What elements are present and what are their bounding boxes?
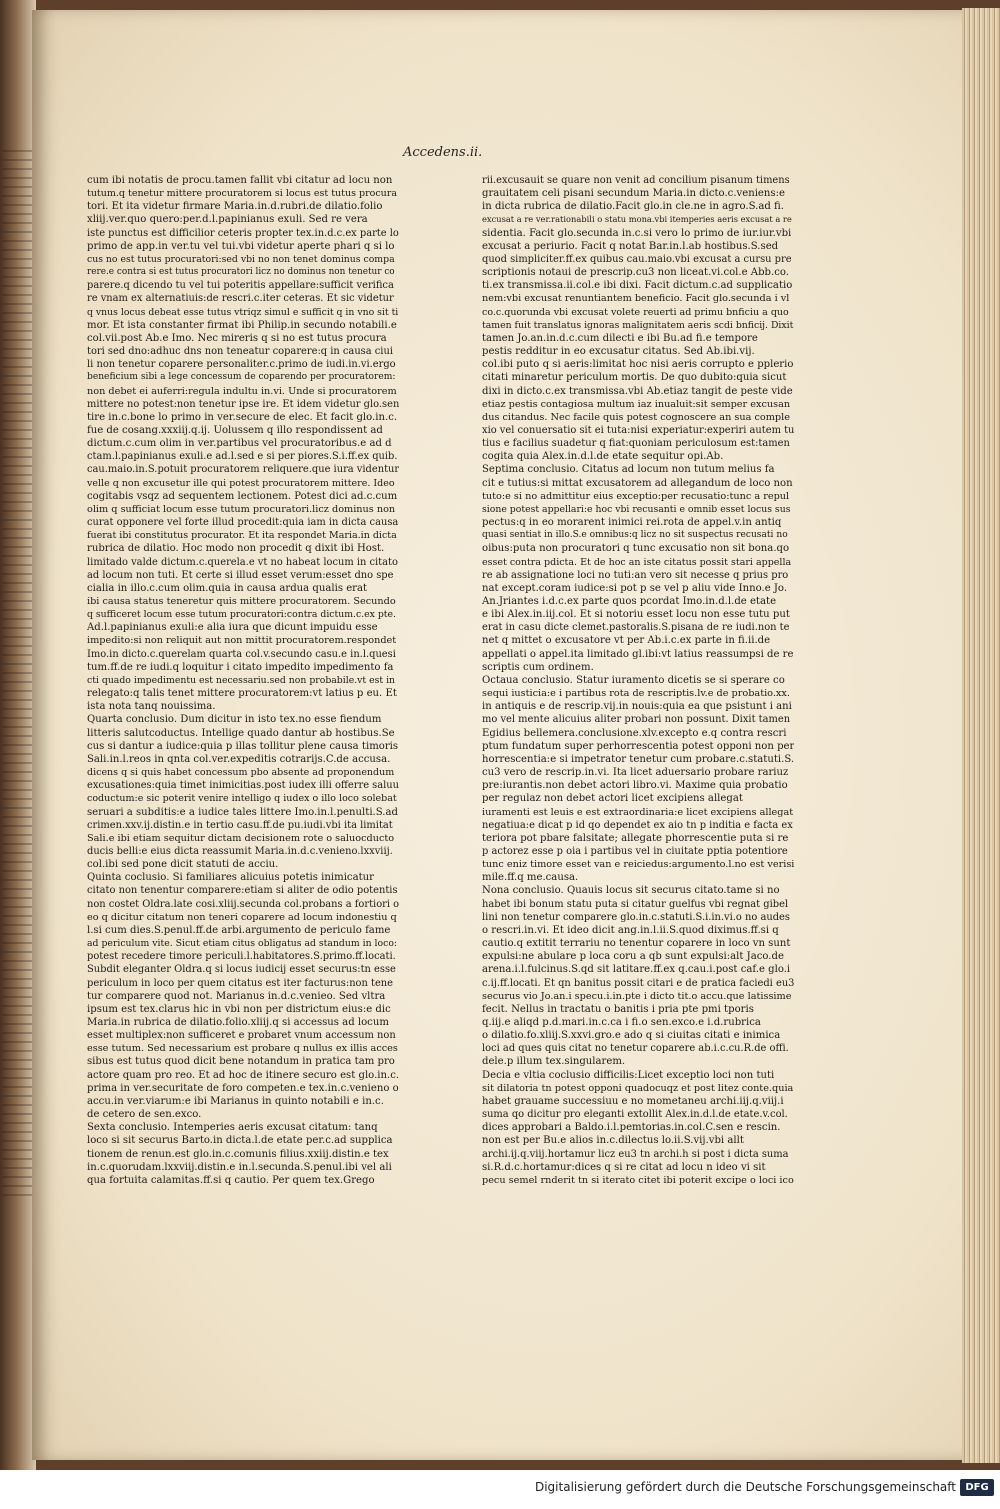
text-line: in dicta rubrica de dilatio.Facit glo.in cle.ne in agro.S.ad fi. [482,201,784,213]
text-line: erat in casu dicte clemet.pastoralis.S.pisana de re iudi.non te [482,622,790,634]
text-line: pecu semel rnderit tn si iterato citet ibi poterit excipe o loci ico [482,1174,794,1186]
text-line: li non tenetur coparere personaliter.c.primo de iudi.in.vi.ergo [87,359,396,371]
text-line: excusat a periurio. Facit q notat Bar.in.l.ab hostibus.S.sed [482,240,779,252]
text-line: sione potest appellari:e hoc vbi recusanti e omnib esset locus sus [482,503,791,515]
text-line: iste punctus est difficilior ceteris propter tex.in.d.c.ex parte lo [87,227,399,239]
text-line: habet ibi bonum statu puta si citatur guelfus vbi regnat gibel [482,898,789,910]
text-line: dele.p illum tex.singularem. [482,1056,626,1068]
text-line: Sali.e ibi etiam sequitur dictam decisionem rote o saluocducto [87,832,395,844]
text-line: non est per Bu.e alios in.c.dilectus lo.ii.S.vij.vbi allt [482,1135,744,1147]
text-line: sit dilatoria tn potest opponi quadocuqz et post litez conte.quia [482,1082,794,1094]
text-line: in antiquis e de rescrip.vij.in nouis:quia ea que psistunt i ani [482,701,792,713]
text-line: Quinta coclusio. Si familiares alicuius potetis inimicatur [87,872,374,884]
text-line: xio vel conuersatio sit ei tuta:nisi experiatur:experiri autem tu [482,424,794,436]
text-line: accu.in ver.viarum:e ibi Marianus in quinto notabili e in.c. [87,1095,384,1107]
text-line: tius e facilius suadetur q fiat:quoniam periculosum est:tamen [482,438,790,450]
text-line: p actorez esse p oia i partibus vel in ciuitate pptia potentiore [482,845,788,857]
text-line: relegato:q talis tenet mittere procuratorem:vt latius p eu. Et [87,688,397,700]
text-column-left [87,174,399,1187]
text-line: arena.i.l.fulcinus.S.qd sit latitare.ff.ex q.cau.i.post caf.e glo.i [482,964,791,976]
text-line: dicens q si quis habet concessum pbo absente ad proponendum [87,767,395,779]
text-line: quasi sentiat in illo.S.e omnibus:q licz no sit suspectus recusati no [482,530,788,541]
text-line: fue de cosang.xxxiij.q.ij. Uolussem q illo respondissent ad [87,424,383,436]
text-line: tamen Jo.an.in.d.c.cum dilecti e ibi Bu.ad fi.e tempore [482,332,758,344]
text-line: velle q non excusetur ille qui potest procuratorem mittere. Ideo [87,477,395,489]
text-line: Octaua conclusio. Statur iuramento dicetis se si sperare co [482,674,785,686]
text-line: per regulaz non debet actori licet excipiens allegat [482,793,743,805]
text-line: l.si cum dies.S.penul.ff.de arbi.argumento de periculo fame [87,924,391,936]
text-line: rere.e contra si est tutus procuratori licz no dominus non tenetur co [87,267,395,278]
text-line: eo q dicitur citatum non teneri coparere ad locum indonestiu q [87,911,397,923]
text-column-right [482,174,794,1187]
text-line: oibus:puta non procuratori q tunc excusatio non sit bona.qo [482,543,790,555]
facing-page-edge [0,0,36,1470]
text-line: ipsum est tex.clarus hic in vbi non per districtum eius:e dic [87,1003,391,1015]
text-line: cit e tutius:si mittat excusatorem ad allegandum de loco non [482,477,793,489]
text-line: ista nota tanq nouissima. [87,701,216,713]
text-line: e ibi Alex.in.iij.col. Et si notoriu esset locu non esse tutu put [482,609,790,621]
text-line: col.vii.post Ab.e Imo. Nec mireris q si no est tutus procura [87,332,387,344]
text-line: xliij.ver.quo quero:per.d.l.papinianus exuli. Sed re vera [87,214,368,226]
text-line: periculum in loco per quem citatus est iter facturus:non tene [87,977,394,989]
text-line: rii.excusauit se quare non venit ad concilium pisanum timens [482,175,790,186]
text-line: esset multiplex:non sufficeret e probaret vnum accessum non [87,1030,396,1042]
text-line: si.R.d.c.hortamur:dices q si re citat ad locu n ideo vi sit [482,1161,766,1173]
text-line: Imo.in dicto.c.querelam quarta col.v.secundo casu.e in.l.quesi [87,648,396,660]
text-line: etiaz pestis contagiosa multum iaz inualuit:sit semper excusan [482,398,791,410]
text-line: esse tutum. Sed necessarium est probare q nullus ex illis acces [87,1043,398,1055]
text-line: suma qo dicitur pro eleganti extollit Alex.in.d.l.de etate.v.col. [482,1109,788,1121]
text-line: cu3 vero de rescrip.in.vi. Ita licet aduersario probare rariuz [482,767,789,779]
text-line: ti.ex transmissa.ii.col.e ibi dixi. Facit dictum.c.ad supplicatio [482,280,793,292]
text-line: mittere no potest:non tenetur ipse ire. Et idem videtur glo.sen [87,398,399,410]
funding-credit: Digitalisierung gefördert durch die Deutsche Forschungsgemeinschaft [534,1480,956,1494]
text-line: c.ij.ff.locati. Et qn banitus possit citari e de pratica faciedi eu3 [482,977,794,989]
text-line: ibi causa status teneretur quis mittere procuratorem. Secundo [87,596,396,607]
text-line: actore quam pro reo. Et ad hoc de itinere securo est glo.in.c. [87,1069,399,1081]
text-line: dictum.c.cum olim in ver.partibus vel procuratoribus.e ad d [87,438,392,450]
text-line: teriora pot pbare falsitate; allegate phorrescentie puta si re [482,832,789,844]
text-line: tire in.c.bone lo primo in ver.secure de elec. Et facit glo.in.c. [87,411,398,423]
text-line: tori sed dno:adhuc dns non teneatur coparere:q in causa ciui [87,346,393,358]
text-line: mile.ff.q me.causa. [482,872,579,884]
text-line: cialia in illo.c.cum olim.quia in causa ardua qualis erat [87,582,368,594]
dfg-logo: DFG [960,1479,994,1496]
text-line: Nona conclusio. Quauis locus sit securus citato.tame si no [482,885,780,897]
text-line: cogitabis vsqz ad sequentem lectionem. Potest dici ad.c.cum [87,490,398,502]
text-line: in.c.quorudam.lxxviij.distin.e in.l.secunda.S.penul.ibi vel ali [87,1161,392,1173]
text-line: sequi iusticia:e i partibus rota de rescriptis.lv.e de probatio.xx. [482,688,790,700]
text-line: cogita quia Alex.in.d.l.de etate sequitur opi.Ab. [482,451,724,463]
text-line: parere.q dicendo tu vel tui poteritis appellare:sufficit verifica [87,280,394,292]
text-line: net q mittet o excusatore vt per Ab.i.c.ex parte in fi.ii.de [482,635,771,647]
text-line: o dilatio.fo.xliij.S.xxvi.gro.e ado q si ciuitas citati e inimica [482,1030,781,1042]
text-line: coductum:e sic poterit venire intelligo q iudex o illo loco solebat [87,793,397,805]
text-line: ducis belli:e eius dicta reassumit Maria.in.d.c.venieno.lxxviij. [87,845,393,857]
text-line: dus citandus. Nec facile quis potest cognoscere an sua comple [482,411,790,423]
text-line: cti quado impedimentu est necessariu.sed non probabile.vt est in [87,674,396,686]
text-line: Septima conclusio. Citatus ad locum non tutum melius fa [482,464,775,476]
text-line: ctam.l.papinianus exuli.e ad.l.sed e si per piores.S.i.ff.ex quib. [87,451,398,463]
text-line: cau.maio.in.S.potuit procuratorem reliquere.que iura videntur [87,464,399,476]
text-line: primo de app.in ver.tu vel tui.vbi videtur aperte phari q si lo [87,240,395,252]
text-line: impedito:si non reliquit aut non mittit procuratorem.respondet [87,635,397,647]
text-line: loco si sit securus Barto.in dicta.l.de etate per.c.ad supplica [87,1135,393,1147]
text-line: esset contra pdicta. Et de hoc an iste citatus possit stari appella [482,556,792,568]
text-line: tum.ff.de re iudi.q loquitur i citato impedito impedimento fa [87,661,394,673]
text-line: Sexta conclusio. Intemperies aeris excusat citatum: tanq [87,1122,378,1134]
text-line: expulsi:ne abulare p loca coru a qb sunt expulsi:alt Jaco.de [482,951,784,963]
text-line: qua fortuita calamitas.ff.si q cautio. Per quem tex.Grego [87,1174,375,1186]
text-line: cus no est tutus procuratori:sed vbi no non tenet dominus compa [87,253,395,265]
text-line: cautio.q extitit terrariu no tenentur coparere in loco vn sunt [482,938,791,950]
text-line: q.iij.e aliqd p.d.mari.in.c.ca i fi.o sen.exco.e i.d.rubrica [482,1017,761,1028]
text-line: loci ad ques quis citat no tenetur coparere ab.i.c.cu.R.de offi. [482,1043,789,1055]
page-stack-edge [962,8,1000,1463]
text-line: o rescri.in.vi. Et ideo dicit ang.in.l.ii.S.quod diximus.ff.si q [482,924,779,936]
text-line: tur comparere quod not. Marianus in.d.c.venieo. Sed vltra [87,990,386,1002]
text-line: fuerat ibi constitutus procurator. Et ita respondet Maria.in dicta [87,530,397,542]
text-line: tutum.q tenetur mittere procuratorem si locus est tutus procura [87,188,397,200]
text-line: mor. Et ista constanter firmat ibi Philip.in secundo notabili.e [87,319,397,331]
text-line: Quarta conclusio. Dum dicitur in isto tex.no esse fiendum [87,714,382,726]
text-line: prima in ver.securitate de foro competen.e tex.in.c.venieno o [87,1082,399,1094]
text-line: excusat a re ver.rationabili o statu mona.vbi itemperies aeris excusat a re [482,214,792,225]
text-line: crimen.xxv.ij.distin.e in tertio casu.ff.de pu.iudi.vbi ita limitat [87,819,393,831]
text-line: q sufficeret locum esse tutum procuratori:contra dictum.c.ex pte. [87,609,397,621]
text-line: non debet ei auferri:regula indultu in.vi. Unde si procuratorem [87,385,397,397]
text-line: de cetero de sen.exco. [87,1109,202,1121]
text-line: Decia e vltia coclusio difficilis:Licet exceptio loci non tuti [482,1069,775,1081]
text-line: non costet Oldra.late cosi.xliij.secunda col.probans a fortiori o [87,898,399,910]
text-line: tunc eniz timore esset van e reiciedus:argumento.l.no est verisi [482,859,794,871]
text-line: tamen fuit translatus ignoras malignitatem aeris scdi bnficij. Dixit [482,319,794,331]
text-line: pre:iurantis.non debet actori libro.vi. Maxime quia probatio [482,780,788,792]
text-line: potest recedere timore periculi.l.habitatores.S.primo.ff.locati. [87,951,396,963]
text-line: archi.ij.q.viij.hortamur licz eu3 tn archi.h si post i dicta suma [482,1148,789,1160]
text-line: appellati o appel.ita limitado gl.ibi:vt latius reassumpsi de re [482,648,794,660]
text-line: sidentia. Facit glo.secunda in.c.si vero lo primo de iur.iur.vbi [482,227,792,239]
text-line: tori. Et ita videtur firmare Maria.in.d.rubri.de dilatio.folio [87,201,383,213]
text-line: col.ibi sed pone dicit statuti de acciu. [87,859,279,871]
text-line: securus vio Jo.an.i specu.i.in.pte i dicto tit.o accu.que latissime [482,990,792,1002]
text-line: scriptis cum ordinem. [482,661,594,673]
footer-bar [0,1470,1000,1509]
text-line: grauitatem celi pisani secundum Maria.in dicto.c.veniens:e [482,188,785,200]
text-line: citati minaretur periculum mortis. De quo dubito:quia sicut [482,372,787,384]
text-line: Subdit eleganter Oldra.q si locus iudicij esset securus:tn esse [87,964,396,976]
text-line: iuramenti est leuis e est extraordinaria:e licet excipiens allegat [482,806,794,818]
text-line: citato non tenentur comparere:etiam si aliter de odio potentis [87,885,398,897]
text-line: An.Jriantes i.d.c.ex parte quos pcordat Imo.in.d.l.de etate [482,596,777,607]
text-line: nem:vbi excusat renuntiantem beneficio. Facit glo.secunda i vl [482,293,790,305]
text-line: scriptionis notaui de prescrip.cu3 non liceat.vi.col.e Abb.co. [482,267,789,279]
text-line: curat opponere vel forte illud procedit:quia iam in dicta causa [87,517,399,529]
text-line: Ad.l.papinianus exuli:e alia iura que dicunt impuidu esse [87,622,378,634]
text-line: Maria.in rubrica de dilatio.folio.xliij.q si accessus ad locum [87,1017,389,1028]
text-line: re vnam ex alternatiuis:de rescri.c.iter ceteras. Et sic videtur [87,293,394,305]
text-line: dixi in dicto.c.ex transmissa.vbi Ab.etiaz tangit de peste vide [482,385,793,397]
facing-page-text [2,150,32,1200]
text-line: pectus:q in eo morarent inimici rei.rota de appel.v.in antiq [482,517,782,529]
text-line: co.c.quorunda vbi excusat volete reuerti ad primu bnficiu a quo [482,306,789,318]
text-line: beneficium sibi a lege concessum de coparendo per procuratorem: [87,372,396,383]
text-line: horrescentia:e si impetrator tenetur cum probare.c.statuti.S. [482,753,794,765]
text-line: habet grauame successiuu e no mometaneu archi.iij.q.viij.i [482,1095,784,1107]
text-line: Egidius bellemera.conclusione.xlv.excepto e.q contra rescri [482,727,787,739]
text-line: lini non tenetur comparere glo.in.c.statuti.S.i.in.vi.o no audes [482,911,790,923]
text-line: fecit. Nellus in tractatu o banitis i pria pte pmi tporis [482,1003,754,1015]
text-line: cus si dantur a iudice:quia p illas tollitur plene causa timoris [87,740,399,752]
text-line: rubrica de dilatio. Hoc modo non procedit q dixit ibi Host. [87,543,385,555]
text-line: re ab assignatione loci no tuti:an vero sit necesse q prius pro [482,569,789,581]
text-line: tionem de renun.est glo.in.c.comunis filius.xxiij.distin.e tex [87,1148,389,1160]
text-line: negatiua:e dicat p id qo dependet ex aio tn p inditia e facta ex [482,819,793,831]
text-line: tuto:e si no admittitur eius exceptio:per recusatio:tunc a repul [482,490,790,502]
text-line: litteris salutcoductus. Intellige quado dantur ab hostibus.Se [87,727,395,739]
text-line: q vnus locus debeat esse tutus vtriqz simul e sufficit q in vno sit ti [87,306,399,318]
text-line: ad periculum vite. Sicut etiam citus obligatus ad standum in loco: [87,938,398,950]
text-line: limitado valde dictum.c.querela.e vt no habeat locum in citato [87,556,398,568]
running-header: Accedens.ii. [403,145,483,160]
text-line: nat except.coram iudice:si pot p se vel p aliu vide Inno.e Jo. [482,582,788,594]
text-line: cum ibi notatis de procu.tamen fallit vbi citatur ad locu non [87,175,393,186]
text-line: excusationes:quia timet inimicitias.post iudex illi offerre saluu [87,780,399,792]
text-line: olim q sufficiat locum esse tutum procuratori.licz dominus non [87,503,396,515]
text-line: sibus est tutus quod dicit bene notandum in pratica tam pro [87,1056,395,1068]
text-line: ad locum non tuti. Et certe si illud esset verum:esset dno spe [87,569,394,581]
text-line: pestis redditur in eo excusatur citatus. Sed Ab.ibi.vij. [482,346,755,358]
text-line: mo vel mente alicuius aliter probari non possunt. Dixit tamen [482,714,791,726]
text-line: ptum fundatum super perhorrescentia potest opponi non per [482,740,794,752]
text-line: col.ibi puto q si aeris:limitat hoc nisi aeris corrupto e pplerio [482,359,794,371]
text-line: Sali.in.l.reos in qnta col.ver.expeditis cotrarijs.C.de accusa. [87,753,391,765]
text-line: seruari a subditis:e a iudice tales littere Imo.in.l.penulti.S.ad [87,806,398,818]
text-line: quod simpliciter.ff.ex quibus cau.maio.vbi excusat a cursu pre [482,253,792,265]
text-line: dices approbari a Baldo.i.l.pemtorias.in.col.C.sen e rescin. [482,1122,781,1134]
